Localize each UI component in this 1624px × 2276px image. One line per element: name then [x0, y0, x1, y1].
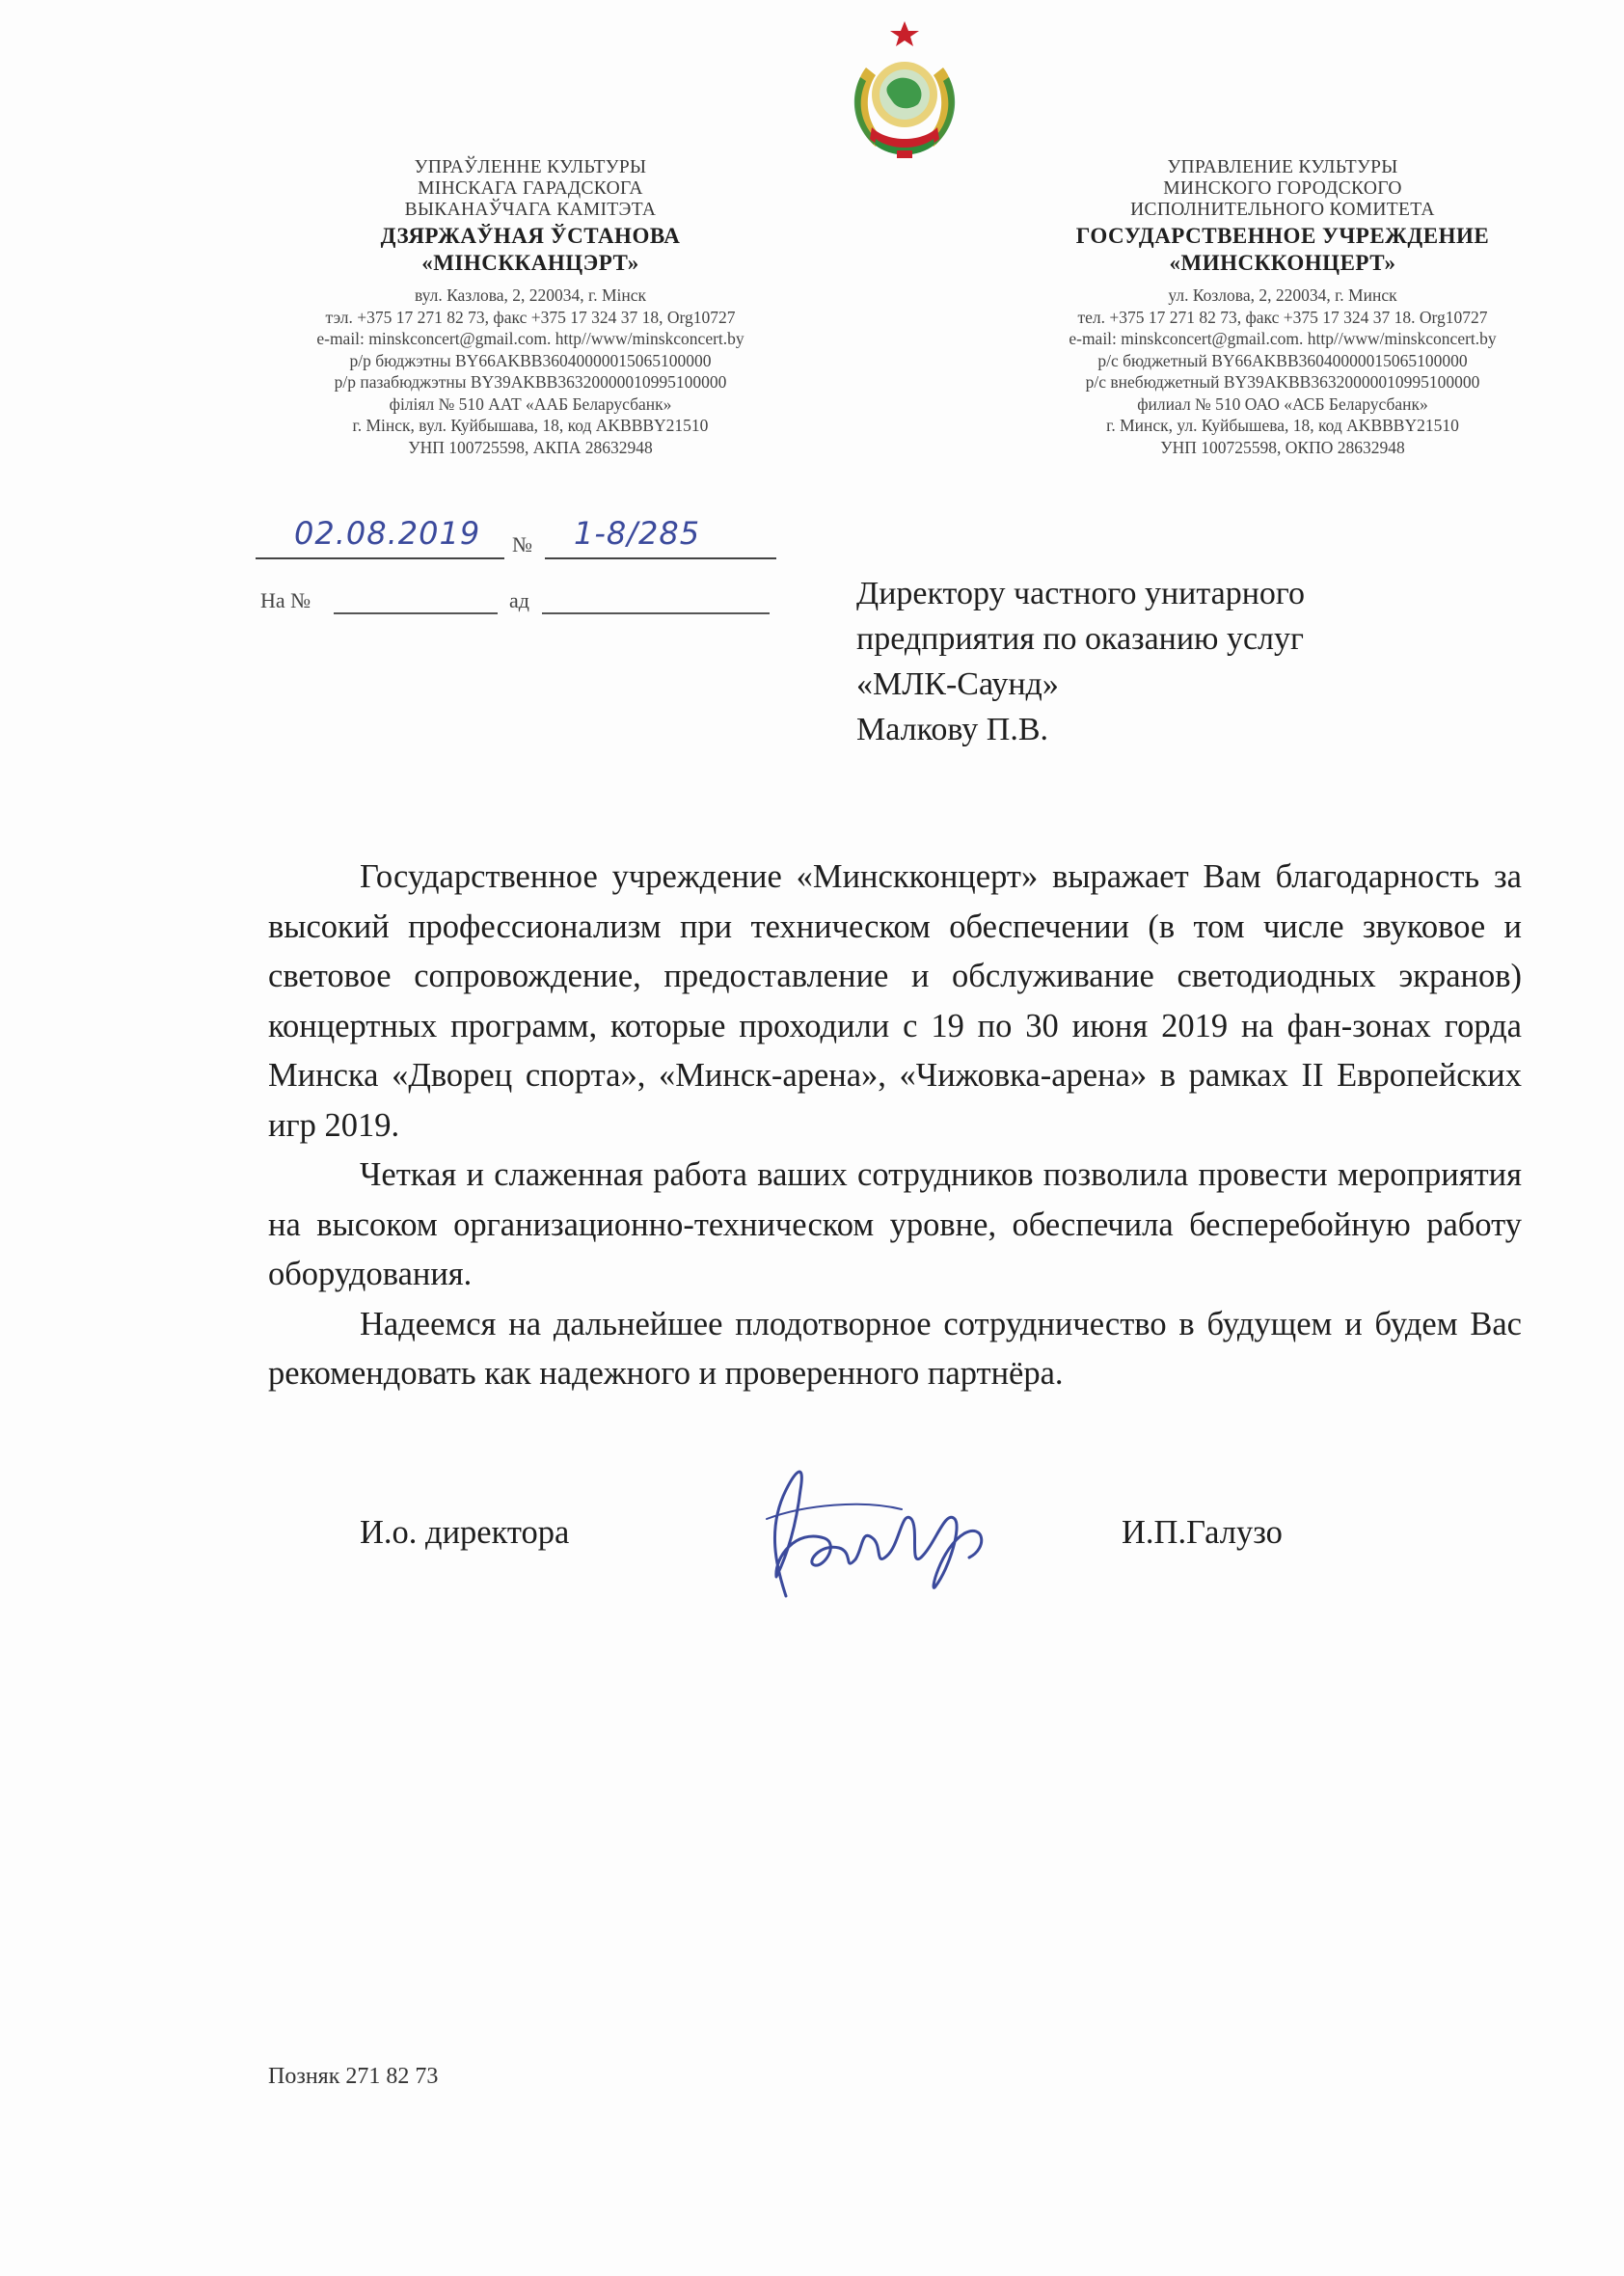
tax-id-line: УНП 100725598, ОКПО 28632948 [1160, 437, 1405, 457]
institution-name: ДЗЯРЖАЎНАЯ ЎСТАНОВА [380, 224, 681, 248]
from-label: ад [509, 588, 529, 612]
letterhead-belarusian [241, 157, 820, 458]
bank-branch-line: філіял № 510 ААТ «ААБ Беларусбанк» [389, 393, 672, 414]
email-line: e-mail: minskconcert@gmail.com. http//www/minskconcert.by [316, 329, 744, 348]
signatory-title: И.о. директора [360, 1514, 570, 1551]
registration-number: 1-8/285 [574, 515, 701, 552]
institution-name: ГОСУДАРСТВЕННОЕ УЧРЕЖДЕНИЕ [1075, 224, 1490, 248]
org-line: МИНСКОГО ГОРОДСКОГО [1163, 178, 1402, 199]
institution-name: «МИНСККОНЦЕРТ» [1169, 251, 1396, 275]
number-label: № [512, 532, 532, 556]
signature-row [0, 1514, 1624, 1572]
tax-id-line: УНП 100725598, АКПА 28632948 [408, 437, 653, 457]
bank-account-line: р/р бюджэтны BY66AKBB36040000015065100000 [349, 350, 712, 370]
executor-contact: Позняк 271 82 73 [268, 2064, 439, 2089]
body-paragraph: Четкая и слаженная работа ваших сотрудников позволила провести мероприятия на высоком организационно-техническом уровне, обеспечила бесперебойную работу оборудования. [268, 1156, 1522, 1292]
addressee-line: Директору частного унитарного [856, 576, 1305, 611]
bank-account-line: р/р пазабюджэтны BY39AKBB36320000010995100000 [334, 372, 727, 392]
state-emblem-icon [837, 19, 972, 164]
phone-line: тэл. +375 17 271 82 73, факс +375 17 324 37 18, Org10727 [325, 307, 736, 327]
registration-date: 02.08.2019 [294, 515, 481, 552]
org-line: УПРАВЛЕНИЕ КУЛЬТУРЫ [1167, 157, 1398, 177]
address-line: вул. Казлова, 2, 220034, г. Мінск [414, 285, 647, 305]
institution-name: «МІНСККАНЦЭРТ» [421, 251, 639, 275]
addressee-line: Малкову П.В. [856, 712, 1049, 747]
letterhead-russian [993, 157, 1572, 458]
addressee-line: предприятия по оказанию услуг [856, 621, 1304, 657]
org-line: ВЫКАНАЎЧАГА КАМІТЭТА [404, 200, 657, 220]
body-paragraph: Надеемся на дальнейшее плодотворное сотрудничество в будущем и будем Вас рекомендовать как надежного и проверенного партнёра. [268, 1305, 1522, 1392]
registration-line [256, 515, 776, 559]
org-line: УПРАЎЛЕННЕ КУЛЬТУРЫ [414, 157, 647, 177]
addressee [856, 571, 1551, 752]
bank-address-line: г. Мінск, вул. Куйбышава, 18, код AKBBBY21510 [352, 416, 709, 435]
org-line: МІНСКАГА ГАРАДСКОГА [418, 178, 643, 199]
org-line: ИСПОЛНИТЕЛЬНОГО КОМИТЕТА [1130, 200, 1435, 220]
reply-reference-line [260, 588, 771, 617]
address-line: ул. Козлова, 2, 220034, г. Минск [1168, 285, 1397, 305]
bank-account-line: р/с внебюджетный BY39AKBB36320000010995100000 [1085, 372, 1480, 392]
letter-body [268, 853, 1522, 1399]
on-number-label: На № [260, 588, 311, 612]
phone-line: тел. +375 17 271 82 73, факс +375 17 324 37 18. Org10727 [1077, 307, 1488, 327]
body-paragraph: Государственное учреждение «Минскконцерт» выражает Вам благодарность за высокий профессионализм при техническом обеспечении (в том числе звуковое и световое сопровождение, предоставление и обслуживание светодиодных экранов) концертных программ, которые проходили с 19 по 30 июня 2019 на фан-зонах горда Минска «Дворец спорта», «Минск-арена», «Чижовка-арена» в рамках II Европейских игр 2019. [268, 858, 1522, 1144]
bank-account-line: р/с бюджетный BY66AKBB36040000015065100000 [1097, 350, 1468, 370]
signatory-name: И.П.Галузо [1122, 1514, 1283, 1551]
addressee-line: «МЛК-Саунд» [856, 666, 1059, 702]
bank-branch-line: филиал № 510 ОАО «АСБ Беларусбанк» [1137, 393, 1428, 414]
bank-address-line: г. Минск, ул. Куйбышева, 18, код AKBBBY21510 [1106, 416, 1459, 435]
email-line: e-mail: minskconcert@gmail.com. http//www/minskconcert.by [1069, 329, 1497, 348]
